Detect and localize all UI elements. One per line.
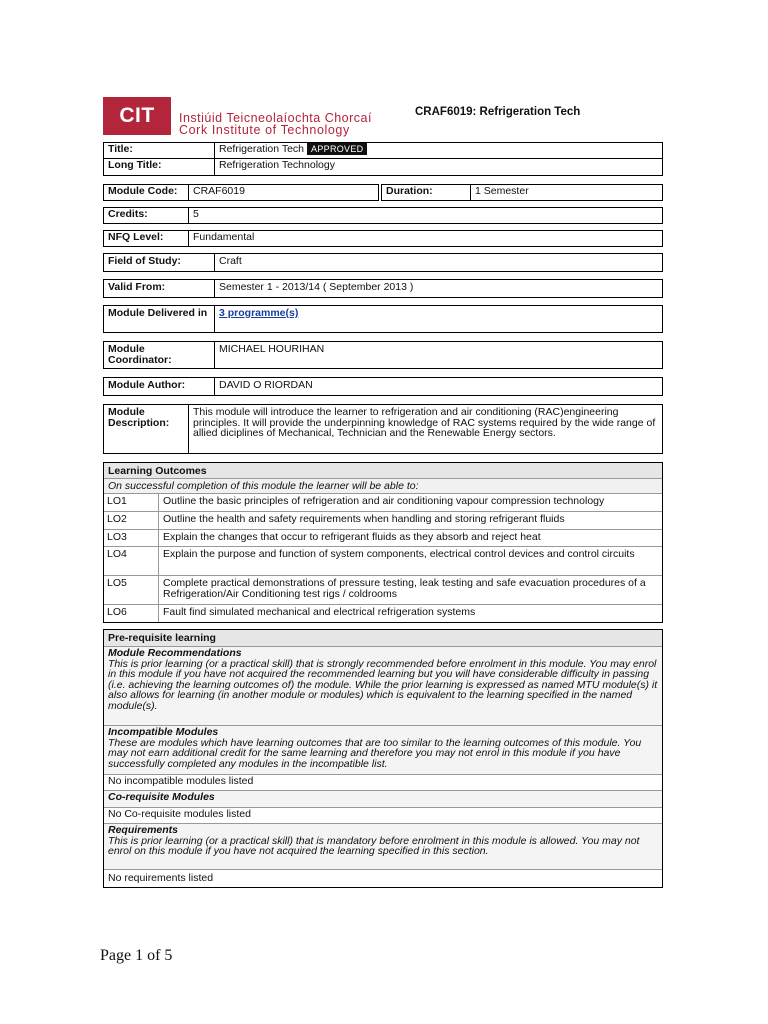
requirements-text: This is prior learning (or a practical skill) that is mandatory before enrolment in this module is allowed. You may not enrol on this module if you have not acquired the learning specified in this section. (108, 834, 640, 857)
prerequisite-table (103, 629, 663, 888)
table-row (104, 547, 662, 576)
corequisite-section (104, 791, 662, 808)
author-label: Module Author: (108, 379, 186, 391)
table-row (104, 605, 662, 622)
lo-code: LO5 (104, 576, 159, 604)
status-badge: APPROVED (307, 143, 367, 155)
title-value: Refrigeration Tech (219, 143, 305, 155)
table-row (104, 576, 662, 605)
long-title-row (103, 158, 663, 176)
requirements-title: Requirements (108, 824, 179, 836)
lo-text: Complete practical demonstrations of pressure testing, leak testing and safe evacuation procedures of a Refrigeration/Air Conditioning test rigs / coldrooms (163, 577, 646, 600)
valid-from-row (103, 279, 663, 298)
credits-value: 5 (188, 208, 662, 223)
author-row (103, 377, 663, 396)
coordinator-value: MICHAEL HOURIHAN (214, 342, 662, 368)
incompatible-text: These are modules which have learning outcomes that are too similar to the learning outcomes of this module. You may not earn additional credit for the same learning and therefore you may not enrol in this module if you have successfully completed any modules in the incompatible list. (108, 736, 642, 770)
valid-from-value: Semester 1 - 2013/14 ( September 2013 ) (214, 280, 662, 297)
delivered-label: Module Delivered in (108, 307, 208, 319)
learning-outcomes-heading: Learning Outcomes (104, 463, 662, 479)
coordinator-label: Module Coordinator: (108, 343, 172, 366)
nfq-row (103, 230, 663, 247)
delivered-row (103, 305, 663, 333)
incompatible-title: Incompatible Modules (108, 726, 219, 738)
corequisite-value: No Co-requisite modules listed (104, 808, 662, 824)
lo-code: LO3 (104, 530, 159, 546)
duration-label: Duration: (386, 185, 433, 197)
logo-irish-name: Instiúid Teicneolaíochta Chorcaí (179, 111, 372, 125)
lo-text: Explain the purpose and function of system components, electrical control devices and control circuits (163, 548, 635, 560)
learning-outcomes-intro: On successful completion of this module the learner will be able to: (104, 479, 662, 494)
lo-code: LO4 (104, 547, 159, 575)
module-code-row (103, 184, 379, 201)
lo-text: Fault find simulated mechanical and electrical refrigeration systems (163, 606, 476, 618)
cit-logo: CIT (103, 97, 171, 135)
page-number: Page 1 of 5 (100, 947, 173, 964)
lo-text: Outline the basic principles of refrigeration and air conditioning vapour compression technology (163, 495, 605, 507)
author-value: DAVID O RIORDAN (214, 378, 662, 395)
lo-text: Outline the health and safety requirements when handling and storing refrigerant fluids (163, 513, 565, 525)
lo-code: LO6 (104, 605, 159, 622)
credits-label: Credits: (108, 208, 148, 220)
recommendations-title: Module Recommendations (108, 647, 242, 659)
document-title: CRAF6019: Refrigeration Tech (415, 106, 581, 118)
requirements-value: No requirements listed (108, 872, 214, 884)
long-title-label: Long Title: (108, 159, 162, 171)
lo-code: LO2 (104, 512, 159, 529)
programmes-link[interactable]: 3 programme(s) (219, 307, 299, 319)
field-of-study-label: Field of Study: (108, 255, 181, 267)
nfq-label: NFQ Level: (108, 231, 164, 243)
delivered-value-cell (214, 306, 662, 332)
module-code-value: CRAF6019 (188, 185, 378, 200)
incompatible-modules-section (104, 726, 662, 775)
nfq-value: Fundamental (188, 231, 662, 246)
module-code-label: Module Code: (108, 185, 178, 197)
title-label: Title: (108, 143, 133, 155)
module-recommendations-section (104, 647, 662, 726)
description-row (103, 404, 663, 454)
duration-row (381, 184, 663, 201)
field-of-study-value: Craft (214, 254, 662, 271)
table-row (104, 512, 662, 530)
lo-text: Explain the changes that occur to refrigerant fluids as they absorb and reject heat (163, 531, 541, 543)
table-row (104, 530, 662, 547)
learning-outcomes-table (103, 462, 663, 623)
recommendations-text: This is prior learning (or a practical skill) that is strongly recommended before enrolment in this module. You may enrol in this module if you have not acquired the recommended learning but you will have considerable difficulty in passing (i.e. achieving the learning outcomes of) the module. While the prior learning is expressed as named MTU module(s) it also allows for learning (in another module or modules) which is equivalent to the learning specified in the named module(s). (108, 657, 658, 712)
duration-value: 1 Semester (470, 185, 662, 200)
title-value-cell (214, 143, 662, 158)
logo-english-name: Cork Institute of Technology (179, 123, 350, 137)
requirements-section (104, 824, 662, 870)
long-title-value: Refrigeration Technology (214, 159, 662, 175)
prerequisite-heading: Pre-requisite learning (104, 630, 662, 647)
corequisite-title: Co-requisite Modules (108, 791, 215, 803)
description-label: Module Description: (108, 406, 170, 429)
incompatible-value: No incompatible modules listed (104, 775, 662, 791)
field-of-study-row (103, 253, 663, 272)
credits-row (103, 207, 663, 224)
description-value: This module will introduce the learner to refrigeration and air conditioning (RAC)engineering principles. It will provide the underpinning knowledge of RAC systems required by the wide range of allied diciplines of Mechanical, Technician and the Renewable Energy sectors. (188, 405, 662, 453)
table-row (104, 494, 662, 512)
title-row (103, 142, 663, 159)
valid-from-label: Valid From: (108, 281, 166, 293)
lo-code: LO1 (104, 494, 159, 511)
coordinator-row (103, 341, 663, 369)
